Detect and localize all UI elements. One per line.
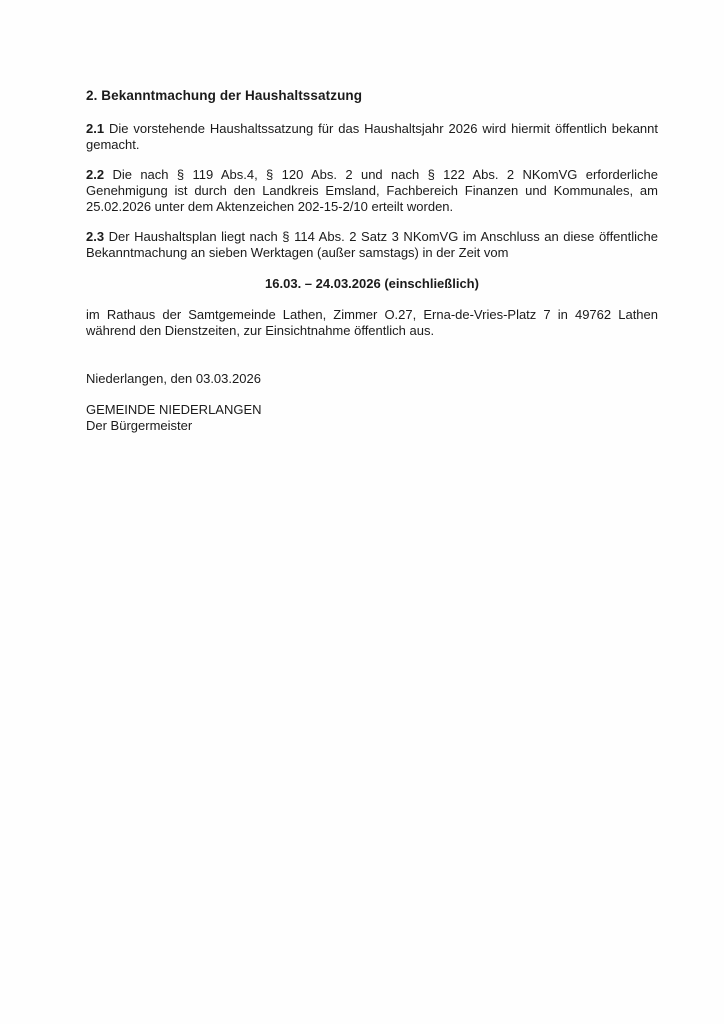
section-heading: 2. Bekanntmachung der Haushaltssatzung: [86, 88, 363, 103]
paragraph-2-2: [86, 167, 658, 215]
location-text: im Rathaus der Samtgemeinde Lathen, Zimmer O.27, Erna-de-Vries-Platz 7 in 49762 Lathen während den Dienstzeiten, zur Einsichtnahme öffentlich aus.: [86, 307, 658, 338]
signature-organization: GEMEINDE NIEDERLANGEN: [86, 402, 262, 417]
paragraph-2-1-number: 2.1: [86, 121, 105, 136]
paragraph-2-2-number: 2.2: [86, 167, 105, 182]
paragraph-2-3-number: 2.3: [86, 229, 105, 244]
place-and-date-line: Niederlangen, den 03.03.2026: [86, 371, 261, 386]
signature-role: Der Bürgermeister: [86, 418, 193, 433]
display-period-date-range: 16.03. – 24.03.2026 (einschließlich): [265, 276, 479, 291]
location-paragraph: [86, 307, 658, 339]
document-content: [86, 88, 658, 434]
paragraph-2-1-text: Die vorstehende Haushaltssatzung für das Haushaltsjahr 2026 wird hiermit öffentlich bekannt gemacht.: [86, 121, 658, 152]
paragraph-2-3: [86, 229, 658, 261]
paragraph-2-3-text: Der Haushaltsplan liegt nach § 114 Abs. 2 Satz 3 NKomVG im Anschluss an diese öffentliche Bekanntmachung an sieben Werktagen (außer samstags) in der Zeit vom: [86, 229, 658, 260]
paragraph-2-1: [86, 121, 658, 153]
paragraph-2-2-text: Die nach § 119 Abs.4, § 120 Abs. 2 und nach § 122 Abs. 2 NKomVG erforderliche Genehmigung ist durch den Landkreis Emsland, Fachbereich Finanzen und Kommunales, am 25.02.2026 unter dem Aktenzeichen 202-15-2/10 erteilt worden.: [86, 167, 658, 214]
